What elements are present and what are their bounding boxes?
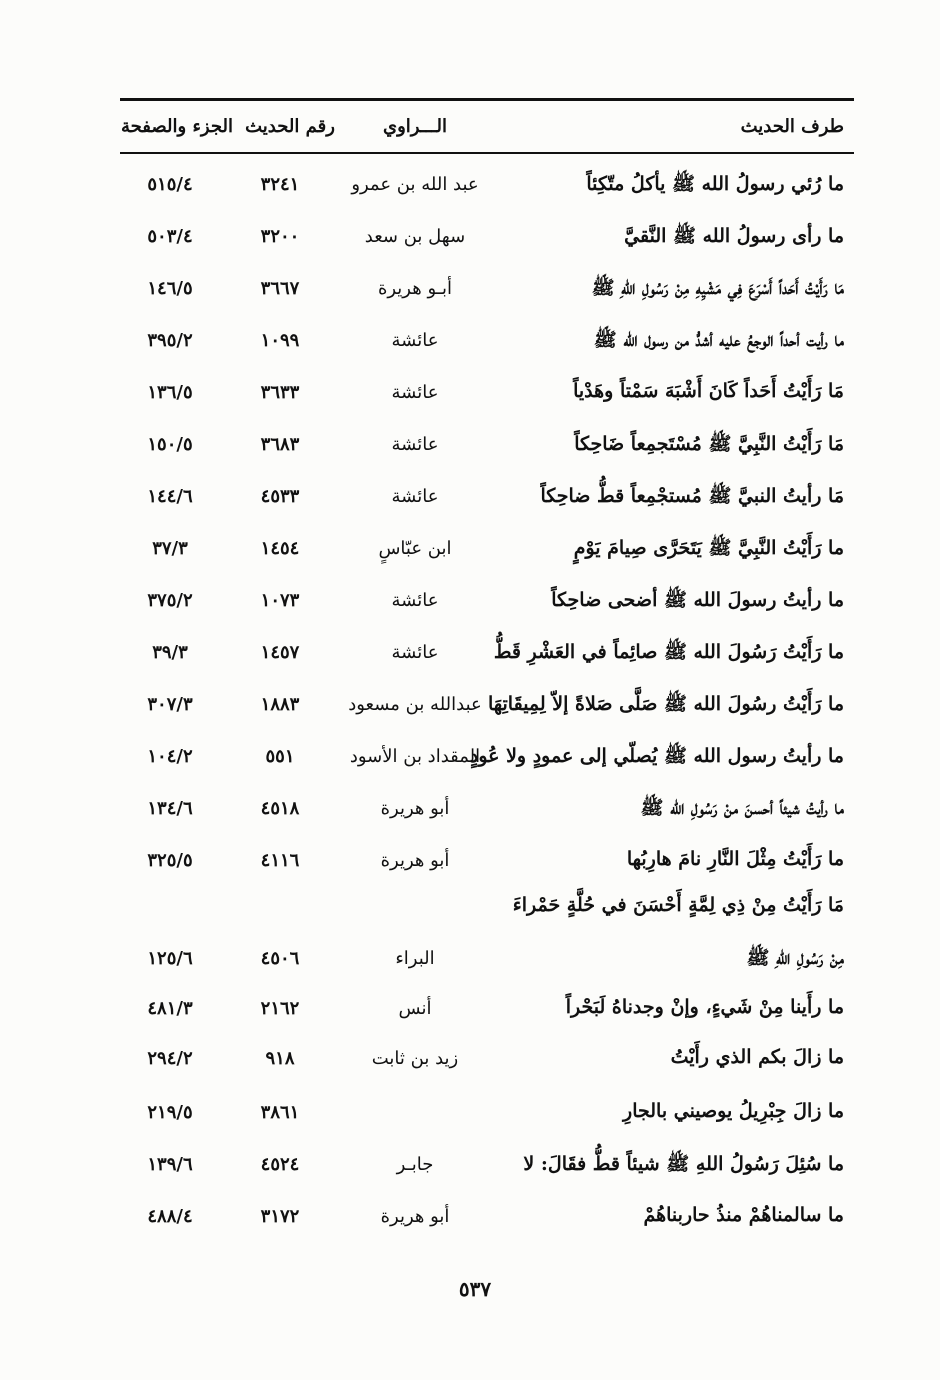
narrator: أنس	[398, 998, 432, 1019]
hadith-text: مَا رَأَيْتُ أَحَداً أَسْرَعَ فِي مَشْيِهِ مِنْ رَسُولِ اللهِ ﷺ	[591, 277, 844, 299]
narrator: البراء	[395, 948, 435, 969]
hadith-text: مِنْ رَسُولِ اللهِ ﷺ	[746, 947, 844, 969]
table-row	[0, 166, 940, 206]
table-row	[0, 582, 940, 622]
hadith-number: ٣٦٦٧	[260, 278, 300, 299]
table-row	[0, 374, 940, 414]
narrator: عبد الله بن عمرو	[351, 174, 479, 195]
volume-page: ٤٨١/٣	[147, 998, 193, 1019]
header-hadith: طرف الحديث	[740, 116, 844, 137]
header-volume-page: الجزء والصفحة	[121, 116, 233, 137]
volume-page: ٣٧/٣	[152, 538, 188, 559]
hadith-number: ١٠٧٣	[260, 590, 300, 611]
table-row	[0, 1198, 940, 1238]
table-row	[0, 530, 940, 570]
hadith-text: ما سُئِلَ رَسُولُ اللهِ ﷺ شيئاً قطُّ فقَالَ: لا	[523, 1153, 844, 1175]
hadith-number: ٣٢٠٠	[260, 226, 300, 247]
table-row	[0, 426, 940, 466]
hadith-number: ١٤٥٤	[260, 538, 300, 559]
narrator: أبو هريرة	[380, 850, 450, 871]
table-row	[0, 686, 940, 726]
hadith-number: ٤١١٦	[260, 850, 300, 871]
hadith-number: ١٨٨٣	[260, 694, 300, 715]
volume-page: ١٣٦/٥	[147, 382, 193, 403]
volume-page: ٢٩٤/٢	[147, 1048, 193, 1069]
page-number: ٥٣٧	[458, 1277, 492, 1301]
table-row	[0, 738, 940, 778]
hadith-text: ما رَأَيْتُ رَسُولَ الله ﷺ صائِماً في العَشْرِ قَطُّ	[493, 641, 844, 663]
table-row	[0, 270, 940, 310]
hadith-text: ما رَأَيْتُ مِثْلَ النَّارِ نامَ هارِبُها	[626, 848, 844, 870]
header-number: رقم الحديث	[245, 116, 335, 137]
narrator: زيد بن ثابت	[371, 1048, 459, 1069]
narrator: ابن عبّاسٍ	[378, 538, 452, 559]
volume-page: ٥١٥/٤	[147, 174, 193, 195]
volume-page: ٣٢٥/٥	[147, 850, 193, 871]
table-row	[0, 894, 940, 980]
hadith-number: ٤٥٢٤	[260, 1154, 300, 1175]
table-row	[0, 218, 940, 258]
hadith-number: ٣٢٤١	[260, 174, 300, 195]
narrator: سهل بن سعد	[364, 226, 466, 247]
hadith-text-line1: مَا رَأَيْتُ مِنْ ذِي لِمَّةٍ أَحْسَنَ في حُلَّةٍ حَمْراءَ	[512, 894, 844, 916]
top-rule	[120, 98, 854, 101]
hadith-text: مَا رأيتُ النبيَّ ﷺ مُستجْمِعاً قطُّ ضاحِكاً	[540, 485, 844, 507]
narrator: المقداد بن الأسود	[349, 746, 481, 767]
narrator: أبو هريرة	[380, 798, 450, 819]
hadith-text: ما رَأَيْتُ النَّبِيَّ ﷺ يَتَحَرَّى صِيامَ يَوْمٍ	[573, 537, 844, 559]
volume-page: ٣٧٥/٢	[147, 590, 193, 611]
hadith-number: ٢١٦٢	[260, 998, 300, 1019]
hadith-number: ١٠٩٩	[260, 330, 300, 351]
hadith-number: ٥٥١	[265, 746, 295, 767]
table-row	[0, 322, 940, 362]
hadith-number: ٣٨٦١	[260, 1102, 300, 1123]
narrator: عائشة	[391, 642, 439, 663]
volume-page: ١٣٩/٦	[147, 1154, 193, 1175]
narrator: عائشة	[391, 434, 439, 455]
volume-page: ١٠٤/٢	[147, 746, 193, 767]
hadith-text: مَا رَأَيْتُ أَحَداً كَانَ أَشْبَهَ سَمْتاً وهَدْياً	[573, 380, 844, 402]
hadith-text: ما رأى رسولُ الله ﷺ النَّقيَّ	[624, 225, 844, 247]
volume-page: ٣٩٥/٢	[147, 330, 193, 351]
hadith-number: ٩١٨	[265, 1048, 295, 1069]
hadith-number: ١٤٥٧	[260, 642, 300, 663]
table-row	[0, 1040, 940, 1080]
header-rule	[120, 152, 854, 154]
hadith-number: ٣٦٣٣	[260, 382, 300, 403]
narrator: أبـو هريرة	[377, 278, 453, 299]
volume-page: ٣٩/٣	[152, 642, 188, 663]
table-row	[0, 1094, 940, 1134]
hadith-text: ما رأَينا مِنْ شَيءٍ، وإنْ وجدناهُ لَبَحْراً	[565, 996, 844, 1018]
hadith-text: ما رأيت أحداً الوجعُ عليه أشدُّ من رسول الله ﷺ	[593, 329, 844, 351]
hadith-text: ما زالَ جِبْرِيلُ يوصيني بالجارِ	[623, 1100, 844, 1122]
hadith-text: ما رأيتُ شيئاً أحسنَ منْ رَسُولِ الله ﷺ	[640, 797, 844, 819]
narrator: جابـر	[396, 1154, 434, 1175]
table-row	[0, 1146, 940, 1186]
hadith-number: ٣١٧٢	[260, 1206, 300, 1227]
narrator: عائشة	[391, 590, 439, 611]
hadith-number: ٤٥٣٣	[260, 486, 300, 507]
hadith-text: ما رُئي رسولُ الله ﷺ يأكلُ متّكِئاً	[586, 173, 844, 195]
hadith-text: ما زالَ بكم الذي رأَيْتُ	[670, 1046, 844, 1068]
volume-page: ٤٨٨/٤	[147, 1206, 193, 1227]
narrator: عائشة	[391, 382, 439, 403]
hadith-text: ما سالمناهُمْ منذُ حاربناهُمْ	[643, 1204, 844, 1226]
hadith-number: ٤٥٠٦	[260, 948, 300, 969]
table-row	[0, 478, 940, 518]
volume-page: ١٣٤/٦	[147, 798, 193, 819]
volume-page: ١٤٦/٥	[147, 278, 193, 299]
header-narrator: الـــراوي	[382, 116, 448, 137]
hadith-text: مَا رَأَيْتُ النَّبِيَّ ﷺ مُسْتَجمِعاً ضَاحِكاً	[574, 433, 844, 455]
volume-page: ٥٠٣/٤	[147, 226, 193, 247]
table-row	[0, 990, 940, 1030]
hadith-text: ما رأيتُ رسول الله ﷺ يُصلّي إلى عمودٍ ولا عُودٍ	[469, 745, 844, 767]
table-row	[0, 790, 940, 830]
hadith-number: ٣٦٨٣	[260, 434, 300, 455]
hadith-text: ما رأيتُ رسولَ الله ﷺ أضحى ضاحِكاً	[551, 589, 844, 611]
volume-page: ١٤٤/٦	[147, 486, 193, 507]
narrator: عبدالله بن مسعود	[348, 694, 482, 715]
volume-page: ٣٠٧/٣	[147, 694, 193, 715]
narrator: عائشة	[391, 486, 439, 507]
narrator: عائشة	[391, 330, 439, 351]
table-row	[0, 634, 940, 674]
hadith-number: ٤٥١٨	[260, 798, 300, 819]
volume-page: ١٥٠/٥	[147, 434, 193, 455]
hadith-text: ما رَأَيْتُ رسُولَ الله ﷺ صَلَّى صَلاةً إلاّ لِمِيقَاتِهَا	[487, 693, 844, 715]
volume-page: ٢١٩/٥	[147, 1102, 193, 1123]
table-row	[0, 842, 940, 882]
narrator: أبو هريرة	[380, 1206, 450, 1227]
volume-page: ١٢٥/٦	[147, 948, 193, 969]
